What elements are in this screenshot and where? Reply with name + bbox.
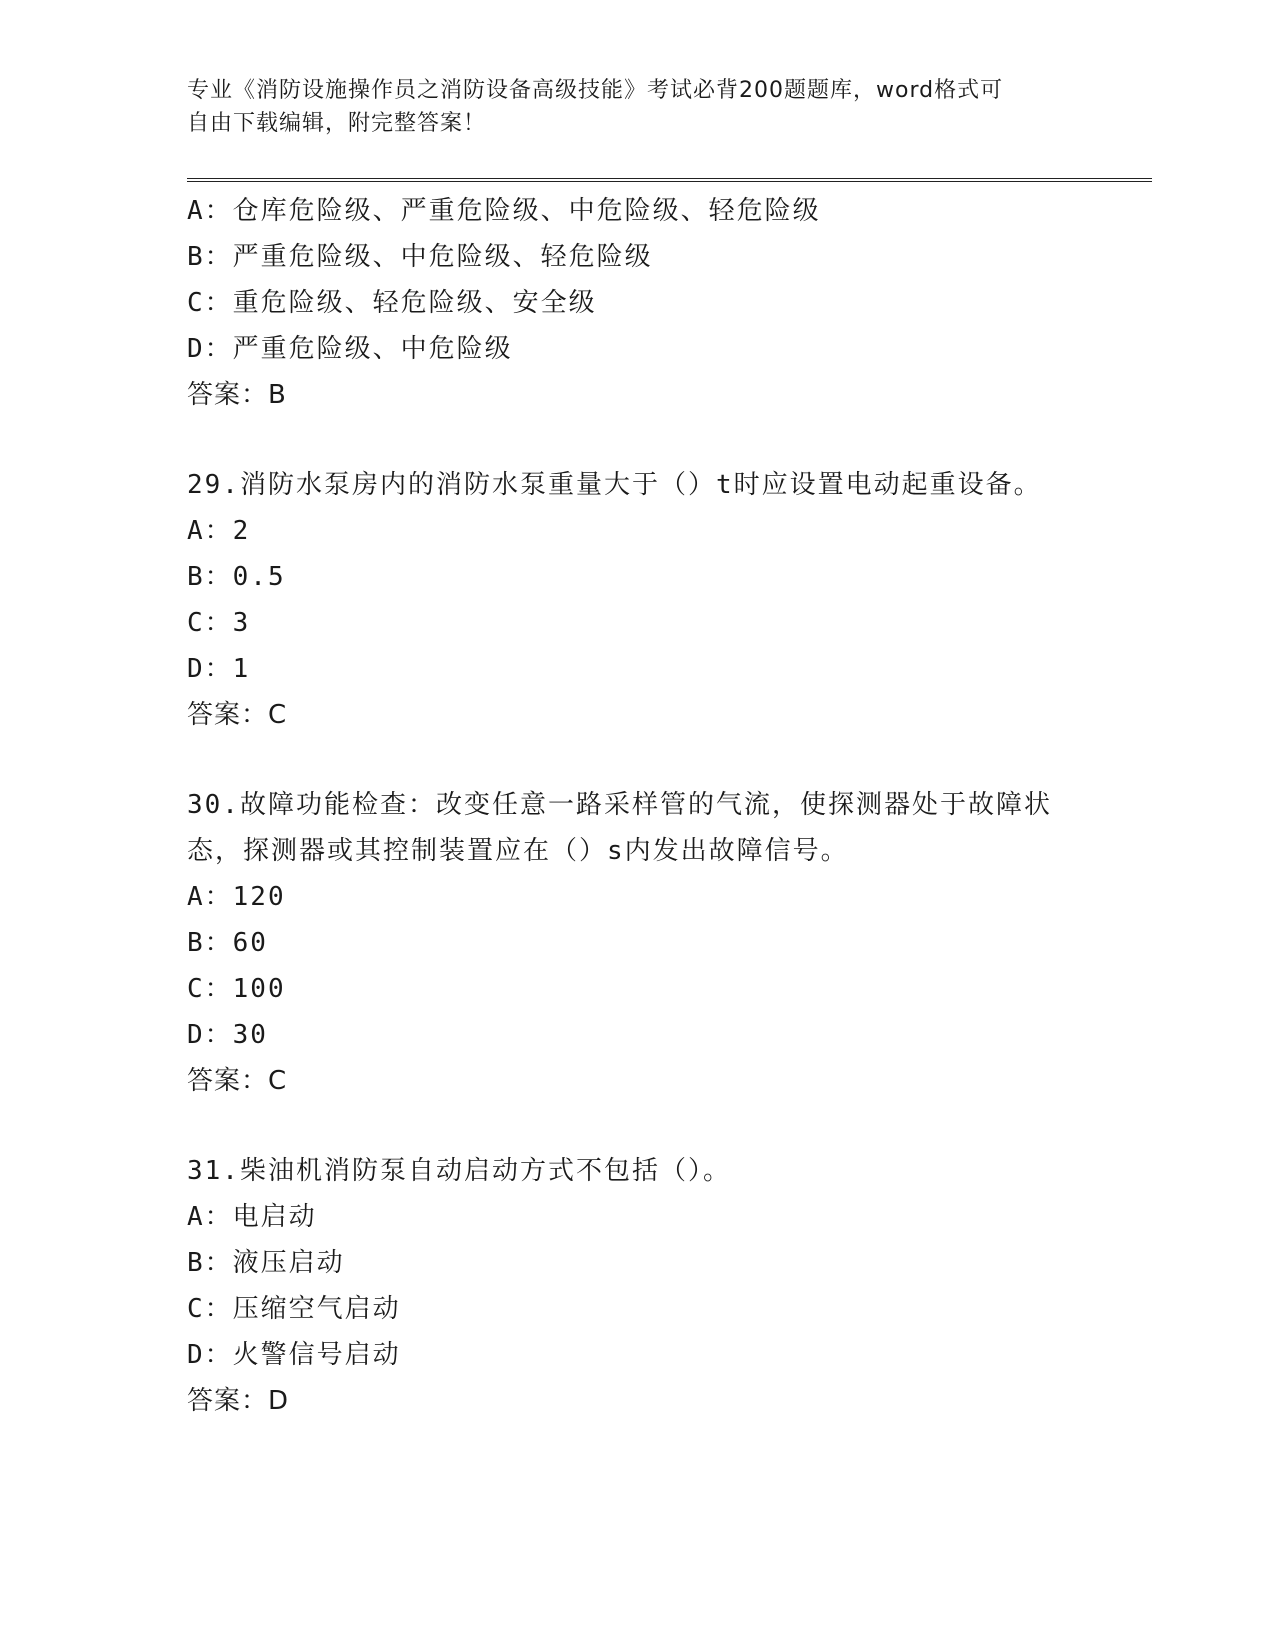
option-c: C：3 [187,608,251,638]
option-c: C：100 [187,974,286,1004]
option-c: C：压缩空气启动 [187,1294,401,1324]
option-b: B：60 [187,928,268,958]
question-block-31 [187,1148,1152,1424]
option-d: D：火警信号启动 [187,1340,401,1370]
option-d: D：30 [187,1020,268,1050]
question-block-29 [187,462,1152,738]
option-c: C：重危险级、轻危险级、安全级 [187,288,597,318]
header-divider [187,178,1152,182]
option-b: B：液压启动 [187,1248,345,1278]
option-a: A：2 [187,516,251,546]
question-block-28 [187,188,1152,418]
question-block-30 [187,782,1152,1104]
document-body [187,188,1152,1424]
answer: 答案：C [187,700,288,730]
option-d: D：严重危险级、中危险级 [187,334,513,364]
option-d: D：1 [187,654,251,684]
answer: 答案：C [187,1066,288,1096]
answer: 答案：B [187,380,287,410]
option-b: B：0.5 [187,562,286,592]
question-title-line-1: 30.故障功能检查：改变任意一路采样管的气流，使探测器处于故障状 [187,790,1052,820]
answer: 答案：D [187,1386,290,1416]
question-title: 31.柴油机消防泵自动启动方式不包括（）。 [187,1156,731,1186]
option-a: A：电启动 [187,1202,317,1232]
option-a: A：120 [187,882,286,912]
header-line-1: 专业《消防设施操作员之消防设备高级技能》考试必背200题题库，word格式可 [187,78,1004,103]
question-title-line-2: 态，探测器或其控制装置应在（）s内发出故障信号。 [187,836,849,866]
document-header [187,74,1087,140]
option-b: B：严重危险级、中危险级、轻危险级 [187,242,653,272]
question-title: 29.消防水泵房内的消防水泵重量大于（）t时应设置电动起重设备。 [187,470,1042,500]
header-line-2: 自由下载编辑，附完整答案！ [187,111,487,136]
option-a: A：仓库危险级、严重危险级、中危险级、轻危险级 [187,196,821,226]
